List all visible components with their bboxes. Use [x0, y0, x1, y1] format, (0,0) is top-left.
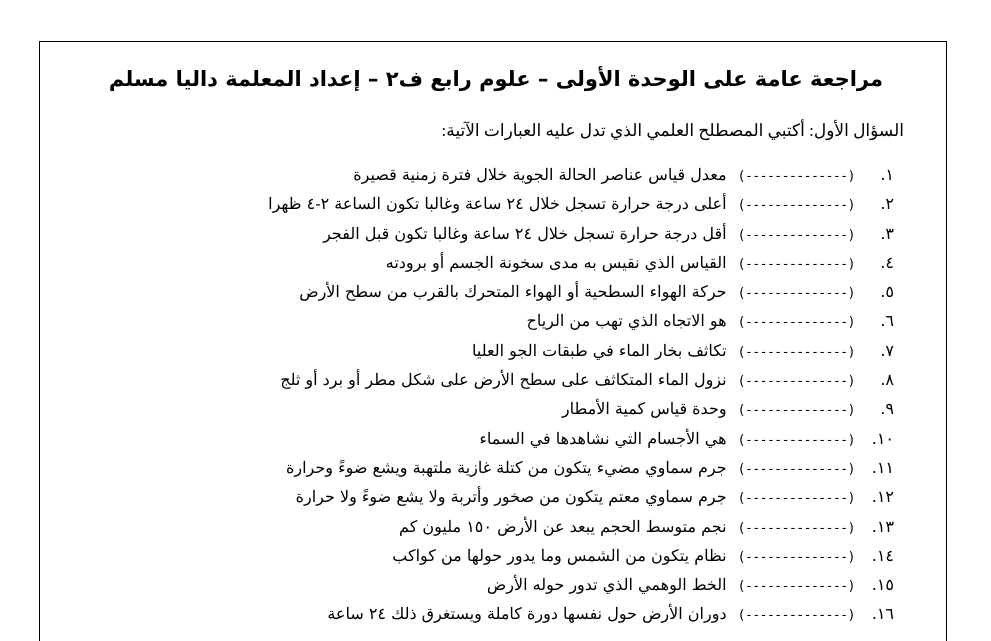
item-number: ٨.: [880, 370, 894, 390]
item-text: هي الأجسام التي نشاهدها في السماء: [479, 428, 727, 448]
answer-blank: (--------------): [737, 608, 855, 624]
item-text: معدل قياس عناصر الحالة الجوية خلال فترة زمنية قصيرة: [353, 165, 727, 184]
list-item: [74, 277, 894, 306]
item-number: ١١.: [871, 457, 894, 477]
item-number: ١.: [880, 165, 894, 184]
list-item: [74, 570, 894, 599]
item-text: أقل درجة حرارة تسجل خلال ٢٤ ساعة وغالبا تكون قبل الفجر: [323, 223, 727, 243]
list-item: [74, 306, 894, 335]
item-text: هو الاتجاه الذي تهب من الرياح: [526, 311, 727, 331]
list-item: [74, 160, 894, 189]
item-number: ١٥.: [871, 575, 894, 595]
item-text: نظام يتكون من الشمس وما يدور حولها من كواكب: [392, 545, 727, 565]
list-item: [74, 394, 894, 423]
item-number: ٦.: [880, 311, 894, 331]
list-item: [74, 599, 894, 628]
answer-blank: (--------------): [737, 198, 855, 214]
item-number: ١٤.: [871, 545, 894, 565]
item-number: ١٣.: [871, 516, 894, 536]
item-text: القياس الذي نقيس به مدى سخونة الجسم أو برودته: [385, 252, 727, 272]
item-text: جرم سماوي مضيء يتكون من كتلة غازية ملتهبة ويشع ضوءً وحرارة: [285, 457, 727, 477]
item-number: ١٦.: [871, 604, 894, 624]
term-list: [74, 160, 894, 629]
item-number: ٧.: [880, 340, 894, 360]
answer-blank: (--------------): [737, 549, 855, 565]
list-item: [74, 453, 894, 482]
item-number: ٩.: [880, 399, 894, 419]
answer-blank: (--------------): [737, 344, 855, 360]
answer-blank: (--------------): [737, 256, 855, 272]
item-text: تكاثف بخار الماء في طبقات الجو العليا: [472, 340, 727, 360]
list-item: [74, 512, 894, 541]
item-text: وحدة قياس كمية الأمطار: [561, 399, 727, 419]
answer-blank: (--------------): [737, 579, 855, 595]
item-number: ١٢.: [871, 487, 894, 507]
list-item: [74, 482, 894, 511]
item-text: الخط الوهمي الذي تدور حوله الأرض: [486, 575, 727, 595]
list-item: [74, 336, 894, 365]
item-text: نزول الماء المتكاثف على سطح الأرض على شكل مطر أو برد أو ثلج: [280, 370, 727, 390]
answer-blank: (--------------): [737, 227, 855, 243]
list-item: [74, 189, 894, 218]
list-item: [74, 248, 894, 277]
item-text: دوران الأرض حول نفسها دورة كاملة ويستغرق ذلك ٢٤ ساعة: [327, 604, 727, 624]
answer-blank: (--------------): [737, 491, 855, 507]
item-text: أعلى درجة حرارة تسجل خلال ٢٤ ساعة وغالبا تكون الساعة ٢-٤ ظهرا: [268, 194, 727, 214]
item-number: ٤.: [880, 252, 894, 272]
answer-blank: (--------------): [737, 315, 855, 331]
item-number: ٣.: [880, 223, 894, 243]
answer-blank: (--------------): [737, 286, 855, 302]
answer-blank: (--------------): [737, 374, 855, 390]
answer-blank: (--------------): [737, 520, 855, 536]
item-number: ١٠.: [871, 428, 894, 448]
worksheet-title: مراجعة عامة على الوحدة الأولى – علوم رابع ف٢ – إعداد المعلمة داليا مسلم: [108, 67, 883, 91]
item-text: حركة الهواء السطحية أو الهواء المتحرك بالقرب من سطح الأرض: [299, 282, 727, 302]
item-text: نجم متوسط الحجم يبعد عن الأرض ١٥٠ مليون كم: [399, 516, 727, 536]
question-heading: السؤال الأول: أكتبي المصطلح العلمي الذي تدل عليه العبارات الآتية:: [441, 121, 904, 140]
list-item: [74, 424, 894, 453]
answer-blank: (--------------): [737, 432, 855, 448]
item-number: ٥.: [880, 282, 894, 302]
item-number: ٢.: [880, 194, 894, 214]
list-item: [74, 219, 894, 248]
answer-blank: (--------------): [737, 403, 855, 419]
answer-blank: (--------------): [737, 169, 855, 184]
answer-blank: (--------------): [737, 461, 855, 477]
item-text: جرم سماوي معتم يتكون من صخور وأتربة ولا يشع ضوءً ولا حرارة: [295, 487, 727, 507]
list-item: [74, 365, 894, 394]
list-item: [74, 541, 894, 570]
